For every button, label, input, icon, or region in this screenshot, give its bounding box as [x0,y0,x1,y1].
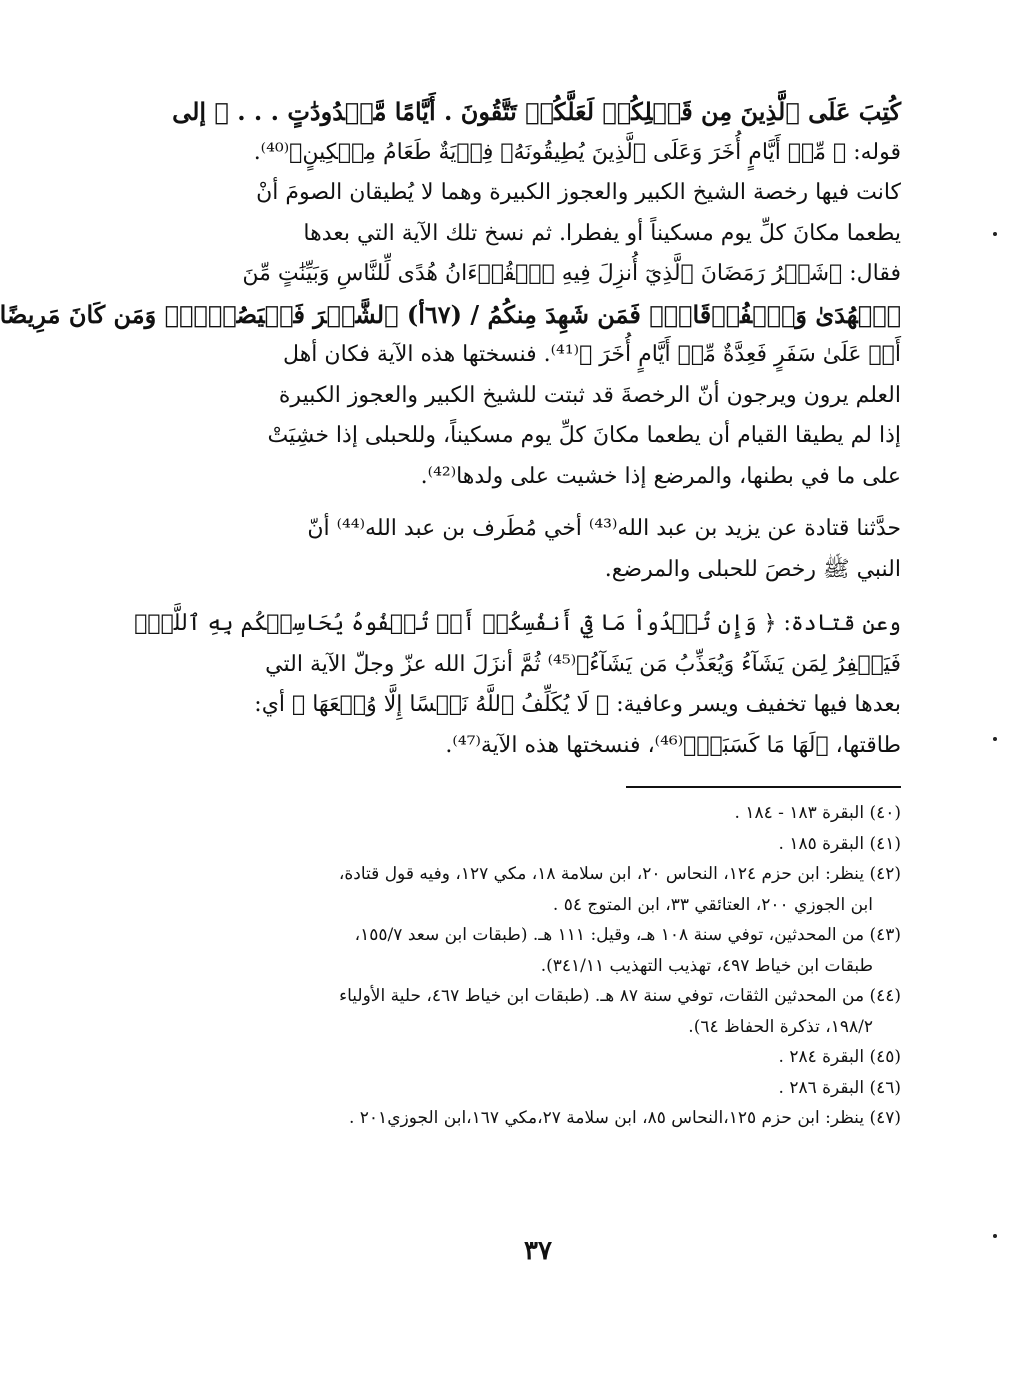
text-line: بعدها فيها تخفيف ويسر وعافية: ﴿ لَا يُكَلِّفُ ٱللَّهُ نَفۡسًا إِلَّا وُسۡعَهَا ﴾ أي: [254,692,901,717]
footnote-42: (٤٢) ينظر: ابن حزم ١٢٤، النحاس ٢٠، ابن سلامة ١٨، مكي ١٢٧، وفيه قول قتادة، [338,864,901,884]
text-line: حدَّثنا قتادة عن يزيد بن عبد الله⁽⁴³⁾ أخي مُطَرف بن عبد الله⁽⁴⁴⁾ أنّ [307,516,901,541]
text-line: وعن قتادة: ﴿ وَإِن تُبۡدُواْ مَا فِيٓ أَنفُسِكُمۡ أَوۡ تُخۡفُوهُ يُحَاسِبۡكُم بِهِ ٱللَّهُۖ [134,611,901,636]
text-line: كانت فيها رخصة الشيخ الكبير والعجوز الكبيرة وهما لا يُطيقان الصومَ أنْ [256,180,901,205]
text-line: ٱلۡهُدَىٰ وَٱلۡفُرۡقَانِۚ فَمَن شَهِدَ مِنكُمُ / (٦٧أ) ٱلشَّهۡرَ فَلۡيَصُمۡهُۖ وَمَن كَانَ مَرِيضًا [0,299,901,329]
text-line: فَيَغۡفِرُ لِمَن يَشَآءُ وَيُعَذِّبُ مَن يَشَآءُ﴾⁽⁴⁵⁾ ثُمَّ أنزَلَ الله عزّ وجلّ الآية التي [265,651,901,677]
footnote-divider [626,786,901,788]
footnote-41: (٤١) البقرة ١٨٥ . [778,833,901,854]
text-line: كُتِبَ عَلَى ٱلَّذِينَ مِن قَبۡلِكُمۡ لَعَلَّكُمۡ تَتَّقُونَ . أَيَّامًا مَّعۡدُودَٰتٍ . . . ﴾ إلى [172,97,901,126]
text-line: طاقتها، ﴿لَهَا مَا كَسَبَتۡ﴾⁽⁴⁶⁾، فنسختها هذه الآية⁽⁴⁷⁾. [445,732,901,758]
footnote-40: (٤٠) البقرة ١٨٣ - ١٨٤ . [734,803,901,823]
footnote-45: (٤٥) البقرة ٢٨٤ . [778,1047,901,1067]
margin-mark [993,737,997,741]
paragraph-qatada-hadith [211,509,901,590]
paragraph-qatada-verse [134,604,901,766]
text-line: النبي ﷺ رخصَ للحبلى والمرضع. [604,556,901,582]
footnote-44-continued: ١٩٨/٢، تذكرة الحفاظ ٦٤). [688,1016,873,1037]
page-body [0,92,901,1134]
text-line: فقال: ﴿شَهۡرُ رَمَضَانَ ٱلَّذِيٓ أُنزِلَ فِيهِ ٱلۡقُرۡءَانُ هُدًى لِّلنَّاسِ وَبَيِّنَٰتٍ مِّنَ [242,261,901,286]
text-line: يطعما مكانَ كلِّ يوم مسكيناً أو يفطرا. ثم نسخ تلك الآية التي بعدها [303,220,901,246]
footnote-43: (٤٣) من المحدثين، توفي سنة ١٠٨ هـ، وقيل: ١١١ هـ. (طبقات ابن سعد ١٥٥/٧، [354,925,901,945]
text-line: إذا لم يطيقا القيام أن يطعما مكانَ كلِّ يوم مسكيناً، وللحبلى إذا خشِيَتْ [267,423,901,448]
footnotes [211,798,901,1134]
margin-mark [993,1234,997,1238]
footnote-47: (٤٧) ينظر: ابن حزم ١٢٥،النحاس ٨٥، ابن سلامة ٢٧،مكي ١٦٧،ابن الجوزي٢٠١ . [348,1108,901,1128]
footnote-44: (٤٤) من المحدثين الثقات، توفي سنة ٨٧ هـ. (طبقات ابن خياط ٤٦٧، حلية الأولياء [339,986,901,1006]
footnote-46: (٤٦) البقرة ٢٨٦ . [778,1077,901,1098]
footnote-43-continued: طبقات ابن خياط ٤٩٧، تهذيب التهذيب ٣٤١/١١). [540,955,873,976]
paragraph-fasting-verses [0,92,901,497]
text-line: العلم يرون ويرجون أنّ الرخصةَ قد ثبتت للشيخ الكبير والعجوز الكبيرة [278,382,901,408]
text-line: أَوۡ عَلَىٰ سَفَرٍ فَعِدَّةٌ مِّنۡ أَيَّامٍ أُخَرَ ﴾⁽⁴¹⁾. فنسختها هذه الآية فكان أهل [283,342,901,367]
page-number: ٣٧ [524,1236,552,1266]
text-line: على ما في بطنها، والمرضع إذا خشيت على ولدها⁽⁴²⁾. [420,463,901,489]
text-line: قوله: ﴿ مِّنۡ أَيَّامٍ أُخَرَ وَعَلَى ٱلَّذِينَ يُطِيقُونَهُۥ فِدۡيَةٌ طَعَامُ مِسۡكِينٍ﴾⁽⁴⁰⁾. [253,139,901,165]
margin-mark [993,232,997,236]
footnote-42-continued: ابن الجوزي ٢٠٠، العتائقي ٣٣، ابن المتوج ٥٤ . [552,894,873,915]
